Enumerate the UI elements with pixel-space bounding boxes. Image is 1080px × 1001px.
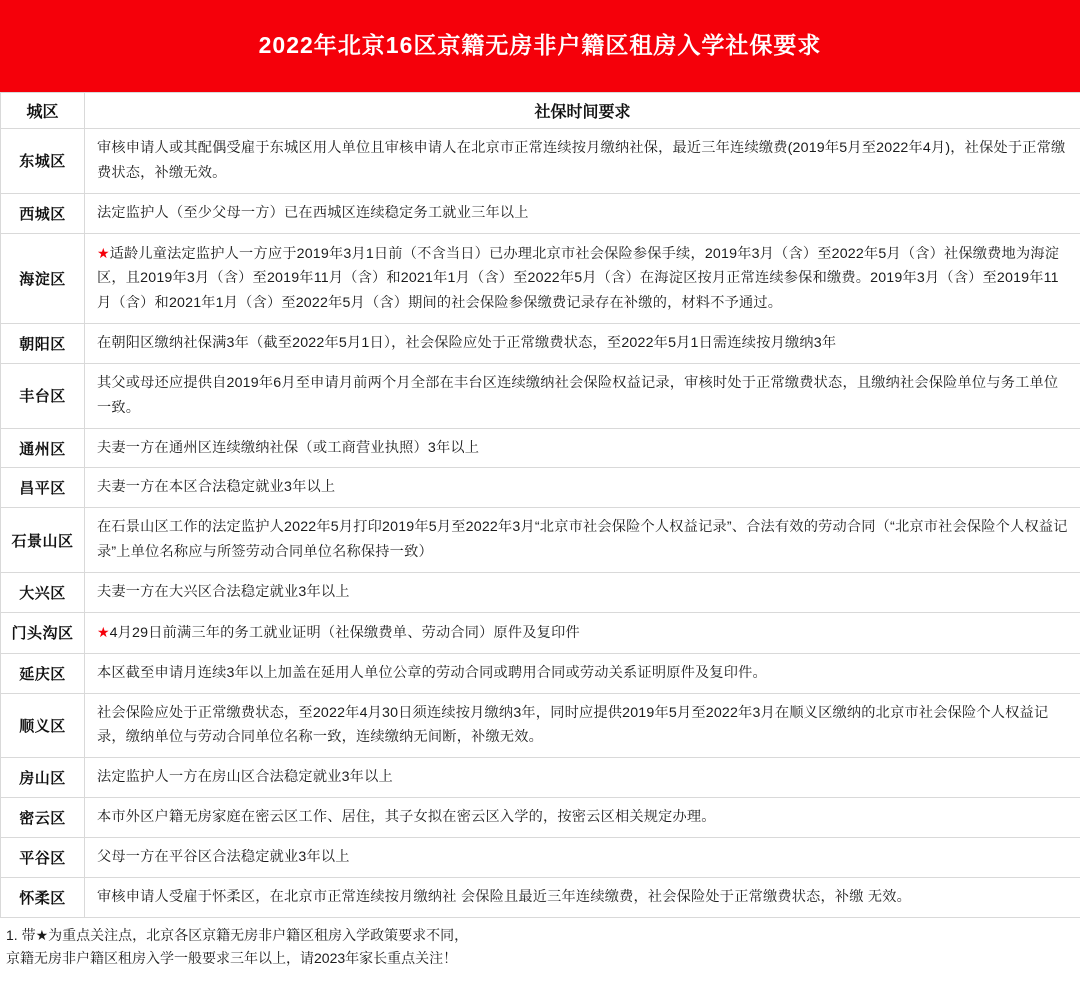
social-security-requirements-table: [0, 92, 1080, 918]
table-row: [1, 233, 1080, 324]
requirement-text: 4月29日前满三年的务工就业证明（社保缴费单、劳动合同）原件及复印件: [109, 624, 580, 641]
page-title: 2022年北京16区京籍无房非户籍区租房入学社保要求: [258, 32, 822, 59]
district-cell: 东城区: [1, 129, 85, 194]
requirement-cell: 本区截至申请月连续3年以上加盖在延用人单位公章的劳动合同或聘用合同或劳动关系证明原件及复印件。: [85, 653, 1080, 693]
requirement-text: 适龄儿童法定监护人一方应于2019年3月1日前（不含当日）已办理北京市社会保险参保手续，2019年3月（含）至2022年5月（含）社保缴费地为海淀区，且2019年3月（含）至2019年11月（含）和2021年1月（含）至2022年5月（含）在海淀区按月正常连续参保和缴费。2019年3月（含）至2019年11月（含）和2021年1月（含）至2022年5月（含）期间的社会保险参保缴费记录存在补缴的，材料不予通过。: [97, 245, 1060, 312]
table-row: [1, 798, 1080, 838]
footnote-line: 京籍无房非户籍区租房入学一般要求三年以上，请2023年家长重点关注！: [6, 950, 458, 967]
requirement-cell: 在石景山区工作的法定监护人2022年5月打印2019年5月至2022年3月“北京市社会保险个人权益记录”、合法有效的劳动合同（“北京市社会保险个人权益记录”上单位名称应与所签劳动合同单位名称保持一致）: [85, 508, 1080, 573]
district-cell: 房山区: [1, 758, 85, 798]
star-icon: ★: [97, 623, 110, 640]
requirement-cell: 法定监护人一方在房山区合法稳定就业3年以上: [85, 758, 1080, 798]
table-row: [1, 758, 1080, 798]
requirement-cell: 夫妻一方在通州区连续缴纳社保（或工商营业执照）3年以上: [85, 428, 1080, 468]
requirement-cell: 父母一方在平谷区合法稳定就业3年以上: [85, 837, 1080, 877]
district-cell: 西城区: [1, 193, 85, 233]
district-cell: 大兴区: [1, 572, 85, 612]
district-cell: 门头沟区: [1, 612, 85, 653]
table-row: [1, 572, 1080, 612]
table-row: [1, 129, 1080, 194]
column-header-district: 城区: [1, 93, 85, 129]
district-cell: 平谷区: [1, 837, 85, 877]
requirement-cell: 其父或母还应提供自2019年6月至申请月前两个月全部在丰台区连续缴纳社会保险权益记录，审核时处于正常缴费状态，且缴纳社会保险单位与务工单位一致。: [85, 363, 1080, 428]
district-cell: 通州区: [1, 428, 85, 468]
table-row: [1, 693, 1080, 758]
requirement-cell: 夫妻一方在本区合法稳定就业3年以上: [85, 468, 1080, 508]
table-row: [1, 324, 1080, 364]
district-cell: 石景山区: [1, 508, 85, 573]
requirement-cell: 审核申请人或其配偶受雇于东城区用人单位且审核申请人在北京市正常连续按月缴纳社保，最近三年连续缴费(2019年5月至2022年4月)，社保处于正常缴费状态，补缴无效。: [85, 129, 1080, 194]
table-row: [1, 653, 1080, 693]
requirement-cell: 审核申请人受雇于怀柔区，在北京市正常连续按月缴纳社 会保险且最近三年连续缴费，社会保险处于正常缴费状态，补缴 无效。: [85, 877, 1080, 917]
requirement-cell: 本市外区户籍无房家庭在密云区工作、居住，其子女拟在密云区入学的，按密云区相关规定办理。: [85, 798, 1080, 838]
requirement-cell: [85, 233, 1080, 324]
district-cell: 怀柔区: [1, 877, 85, 917]
footnotes: [0, 918, 1080, 972]
district-cell: 顺义区: [1, 693, 85, 758]
district-cell: 昌平区: [1, 468, 85, 508]
table-row: [1, 508, 1080, 573]
table-row: [1, 193, 1080, 233]
table-header-row: [1, 93, 1080, 129]
star-icon: ★: [97, 244, 110, 261]
table-row: [1, 363, 1080, 428]
requirement-cell: 法定监护人（至少父母一方）已在西城区连续稳定务工就业三年以上: [85, 193, 1080, 233]
district-cell: 海淀区: [1, 233, 85, 324]
table-row: [1, 428, 1080, 468]
table-row: [1, 468, 1080, 508]
table-row: [1, 612, 1080, 653]
requirement-cell: 在朝阳区缴纳社保满3年（截至2022年5月1日），社会保险应处于正常缴费状态，至2022年5月1日需连续按月缴纳3年: [85, 324, 1080, 364]
table-row: [1, 837, 1080, 877]
requirement-cell: [85, 612, 1080, 653]
requirement-cell: 夫妻一方在大兴区合法稳定就业3年以上: [85, 572, 1080, 612]
table-row: [1, 877, 1080, 917]
district-cell: 密云区: [1, 798, 85, 838]
footnote-line: 1. 带★为重点关注点，北京各区京籍无房非户籍区租房入学政策要求不同，: [6, 926, 469, 943]
district-cell: 丰台区: [1, 363, 85, 428]
title-banner: [0, 0, 1080, 92]
requirement-cell: 社会保险应处于正常缴费状态，至2022年4月30日须连续按月缴纳3年，同时应提供2019年5月至2022年3月在顺义区缴纳的北京市社会保险个人权益记录，缴纳单位与劳动合同单位名称一致，连续缴纳无间断，补缴无效。: [85, 693, 1080, 758]
district-cell: 延庆区: [1, 653, 85, 693]
column-header-requirement: 社保时间要求: [85, 93, 1080, 129]
district-cell: 朝阳区: [1, 324, 85, 364]
